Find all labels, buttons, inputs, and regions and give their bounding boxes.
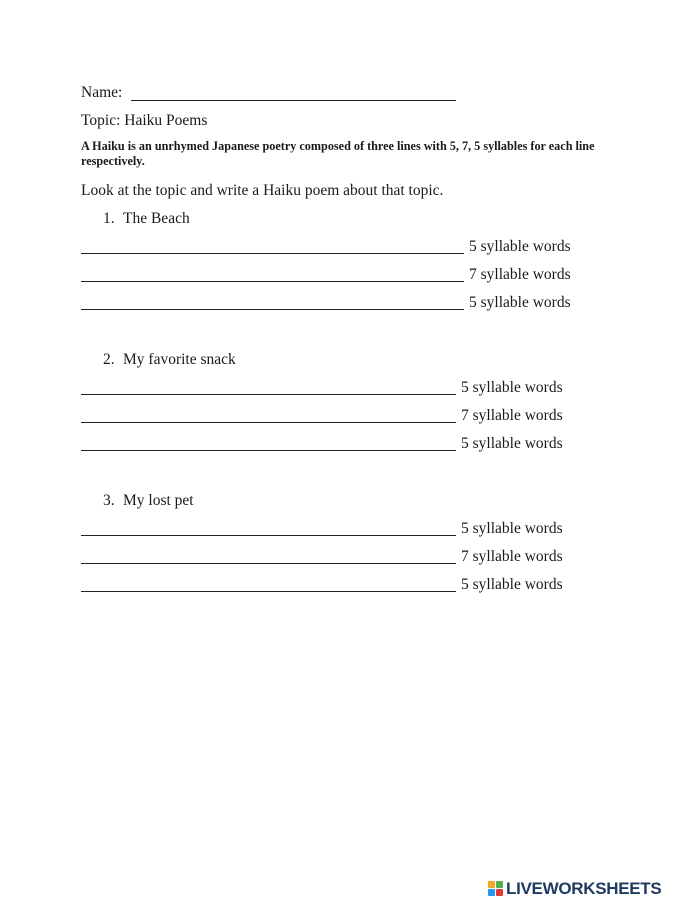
name-field[interactable] <box>131 100 456 101</box>
section-title-text: The Beach <box>123 210 190 227</box>
section-number: 3. <box>103 492 115 509</box>
section-number: 1. <box>103 210 115 227</box>
liveworksheets-logo <box>488 879 661 899</box>
section-title-text: My lost pet <box>123 492 194 509</box>
syllable-hint: 7 syllable words <box>461 548 563 565</box>
syllable-hint: 7 syllable words <box>461 407 563 424</box>
topic-heading: Topic: Haiku Poems <box>81 112 208 129</box>
syllable-hint: 5 syllable words <box>469 238 571 255</box>
syllable-hint: 5 syllable words <box>469 294 571 311</box>
section-my-lost-pet <box>0 492 700 592</box>
section-title-text: My favorite snack <box>123 351 236 368</box>
section-title <box>103 492 194 510</box>
syllable-hint: 5 syllable words <box>461 379 563 396</box>
section-my-favorite-snack <box>0 351 700 451</box>
logo-text: LIVEWORKSHEETS <box>506 879 662 898</box>
syllable-hint: 5 syllable words <box>461 520 563 537</box>
haiku-definition: A Haiku is an unrhymed Japanese poetry composed of three lines with 5, 7, 5 syllables for each line respectively. <box>81 139 595 168</box>
name-label: Name: <box>81 84 123 101</box>
section-title <box>103 351 236 369</box>
section-the-beach <box>0 210 700 310</box>
syllable-hint: 5 syllable words <box>461 435 563 452</box>
instruction-text: Look at the topic and write a Haiku poem about that topic. <box>81 182 444 199</box>
section-number: 2. <box>103 351 115 368</box>
syllable-hint: 7 syllable words <box>469 266 571 283</box>
logo-grid-icon <box>488 881 504 897</box>
syllable-hint: 5 syllable words <box>461 576 563 593</box>
section-title <box>103 210 190 228</box>
